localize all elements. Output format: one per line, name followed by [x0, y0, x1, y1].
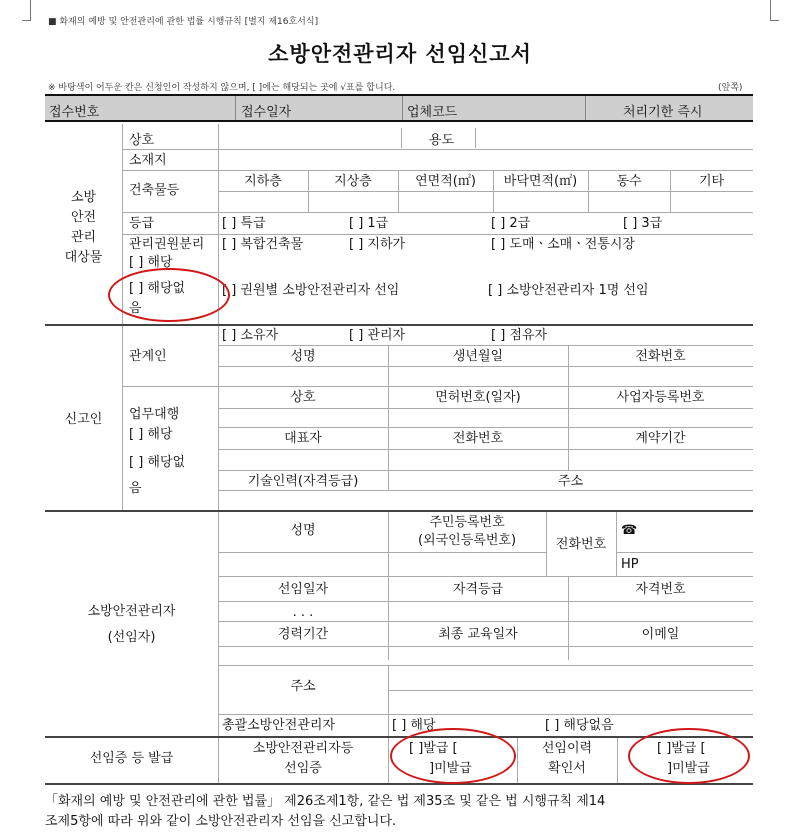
- manager-address-label: 주소: [290, 679, 316, 694]
- building-col: 연면적(㎡): [415, 174, 476, 189]
- mode-option[interactable]: [ ] 권원별 소방안전관리자 선임: [222, 283, 400, 298]
- cert-issue-option[interactable]: [ ]발급 [: [409, 741, 458, 756]
- agency-not-applies[interactable]: [ ] 해당없: [129, 455, 186, 470]
- split-label: 관리권원분리: [129, 237, 205, 252]
- grade-option[interactable]: [ ] 3급: [623, 216, 663, 231]
- agency-col: 상호: [290, 390, 316, 405]
- divider: [235, 96, 236, 120]
- agency-not-applies-cont: 음: [129, 481, 142, 496]
- grid-line: [616, 512, 617, 576]
- grid-line: [218, 601, 753, 602]
- form-title: 소방안전관리자 선임신고서: [268, 42, 532, 66]
- license-no-label: 자격번호: [635, 582, 686, 597]
- grade-label: 등급: [129, 216, 155, 231]
- divider: [402, 96, 403, 120]
- highlight-ring: [108, 268, 230, 322]
- building-col: 동수: [616, 174, 642, 189]
- related-label: 관계인: [129, 349, 167, 364]
- idno-label-sub: (외국인등록번호): [417, 533, 517, 548]
- grade-option[interactable]: [ ] 특급: [222, 216, 266, 231]
- building-col: 지상층: [334, 174, 372, 189]
- declaration-text: [45, 792, 765, 832]
- processing-label: 처리기한 즉시: [623, 105, 703, 120]
- hp-label: HP: [621, 557, 639, 572]
- role-option[interactable]: [ ] 소유자: [222, 328, 279, 343]
- split-option[interactable]: [ ] 지하가: [349, 237, 406, 252]
- grid-line: [218, 191, 753, 192]
- grid-line: [122, 212, 753, 213]
- agency-col: 전화번호: [452, 431, 504, 446]
- reporter-section-label: 신고인: [64, 412, 103, 427]
- agency-col: 면허번호(일자): [435, 390, 521, 405]
- related-col: 전화번호: [635, 349, 686, 364]
- highlight-ring: [628, 728, 750, 784]
- tech-label: 기술인력(자격등급): [247, 474, 359, 489]
- cert-label: 소방안전관리자등: [252, 741, 354, 756]
- form-grid: [45, 124, 753, 784]
- receipt-no-label: 접수번호: [49, 105, 100, 120]
- manager-section-label: [45, 602, 218, 648]
- idno-label: 주민등록번호: [429, 515, 505, 530]
- last-edu-label: 최종 교육일자: [438, 627, 518, 642]
- split-not-applies-cont: 음: [129, 301, 142, 316]
- cert-label-sub: 선임증: [284, 761, 322, 776]
- manager-name-label: 성명: [290, 523, 316, 538]
- building-col: 기타: [698, 174, 725, 189]
- grid-line: [122, 234, 753, 235]
- career-label: 경력기간: [277, 627, 329, 642]
- section-divider: [45, 783, 753, 785]
- section-label-line: (선임자): [107, 630, 156, 645]
- section-label-line: 소방: [70, 190, 97, 205]
- agency-applies[interactable]: [ ] 해당: [129, 427, 173, 442]
- split-applies[interactable]: [ ] 해당: [129, 255, 173, 270]
- highlight-ring: [390, 728, 516, 784]
- grid-line: [388, 738, 389, 784]
- agency-label: 업무대행: [129, 407, 180, 422]
- grid-line: [218, 621, 753, 622]
- target-name-label: 상호: [129, 133, 155, 148]
- cert-not-issue-option[interactable]: ]미발급: [429, 761, 472, 776]
- section-label-line: 소방안전관리자: [87, 604, 176, 619]
- mode-option[interactable]: [ ] 소방안전관리자 1명 선임: [488, 283, 649, 298]
- grid-line: [218, 665, 753, 666]
- grade-option[interactable]: [ ] 1급: [349, 216, 389, 231]
- section-label-line: 관리: [70, 230, 97, 245]
- grid-line: [218, 552, 546, 553]
- related-col: 생년월일: [452, 349, 504, 364]
- general-manager-label: 총괄소방안전관리자: [222, 718, 336, 733]
- section-label-line: 대상물: [64, 250, 103, 265]
- section-divider: [45, 510, 753, 512]
- page-side: (앞쪽): [718, 83, 743, 93]
- related-col: 성명: [290, 349, 316, 364]
- license-grade-label: 자격등급: [452, 582, 504, 597]
- divider: [585, 96, 586, 120]
- grid-line: [218, 366, 753, 367]
- agency-col: 사업자등록번호: [616, 390, 705, 405]
- agency-col: 계약기간: [635, 431, 686, 446]
- grid-line: [218, 490, 753, 491]
- grid-line: [218, 408, 753, 409]
- grid-line: [218, 449, 753, 450]
- grade-option[interactable]: [ ] 2급: [491, 216, 531, 231]
- phone-label: 전화번호: [555, 537, 607, 552]
- grid-line: [616, 552, 753, 553]
- grid-line: [218, 576, 753, 577]
- grid-line: [122, 386, 753, 387]
- company-code-label: 업체코드: [407, 105, 458, 120]
- split-not-applies[interactable]: [ ] 해당없: [129, 281, 186, 296]
- section-divider: [45, 324, 753, 326]
- role-option[interactable]: [ ] 관리자: [349, 328, 406, 343]
- grid-line: [218, 714, 753, 715]
- role-option[interactable]: [ ] 점유자: [491, 328, 548, 343]
- general-applies[interactable]: [ ] 해당: [392, 718, 436, 733]
- form-reference: ■ 화재의 예방 및 안전관리에 관한 법률 시행규칙 [별지 제16호서식]: [48, 17, 319, 27]
- grid-line: [388, 714, 389, 736]
- building-col: 지하층: [244, 174, 282, 189]
- grid-line: [122, 170, 753, 171]
- reception-bar: [45, 96, 753, 122]
- email-label: 이메일: [641, 627, 680, 642]
- appoint-date-label: 선임일자: [277, 582, 329, 597]
- history-not-issue-option[interactable]: ]미발급: [667, 761, 710, 776]
- grid-line: [617, 738, 618, 784]
- grid-line: [122, 149, 753, 150]
- declaration-line: 조제5항에 따라 위와 같이 소방안전관리자 선임을 신고합니다.: [45, 814, 397, 829]
- page-margin-mark: [30, 0, 31, 20]
- target-location-label: 소재지: [129, 153, 167, 168]
- grid-line: [218, 427, 753, 428]
- grid-line: [122, 326, 123, 510]
- receipt-date-label: 접수일자: [241, 105, 292, 120]
- declaration-line: 「화재의 예방 및 안전관리에 관한 법률」 제26조제1항, 같은 법 제35조 및 같은 법 시행규칙 제14: [45, 794, 606, 809]
- grid-line: [218, 345, 753, 346]
- page-margin-mark: [770, 20, 779, 21]
- history-issue-option[interactable]: [ ]발급 [: [657, 741, 706, 756]
- agency-col: 대표자: [284, 431, 322, 446]
- general-not-applies[interactable]: [ ] 해당없음: [545, 718, 614, 733]
- instruction-note: ※ 바탕색이 어두운 칸은 신청인이 작성하지 않으며, [ ]에는 해당되는 곳에 √표를 합니다.: [48, 83, 396, 93]
- split-option[interactable]: [ ] 도매ㆍ소매ㆍ전통시장: [491, 237, 635, 252]
- telephone-icon: ☎: [621, 523, 638, 538]
- target-section-label: [45, 188, 122, 268]
- split-option[interactable]: [ ] 복합건축물: [222, 237, 304, 252]
- grid-line: [401, 128, 402, 148]
- grid-line: [388, 690, 753, 691]
- issue-label: 선임증 등 발급: [89, 751, 174, 766]
- section-label-line: 안전: [70, 210, 97, 225]
- grid-line: [218, 470, 753, 471]
- grid-line: [475, 128, 476, 148]
- building-label: 건축물등: [129, 183, 180, 198]
- appoint-date-value[interactable]: . . .: [292, 605, 314, 620]
- history-label: 선임이력: [541, 741, 593, 756]
- building-col: 바닥면적(㎡): [503, 174, 578, 189]
- history-label-sub: 확인서: [548, 761, 586, 776]
- page-margin-mark: [22, 20, 31, 21]
- grid-line: [218, 646, 753, 647]
- page-margin-mark: [770, 0, 771, 20]
- target-usage-label: 용도: [429, 133, 455, 148]
- grid-line: [218, 512, 219, 736]
- address-label: 주소: [557, 474, 584, 489]
